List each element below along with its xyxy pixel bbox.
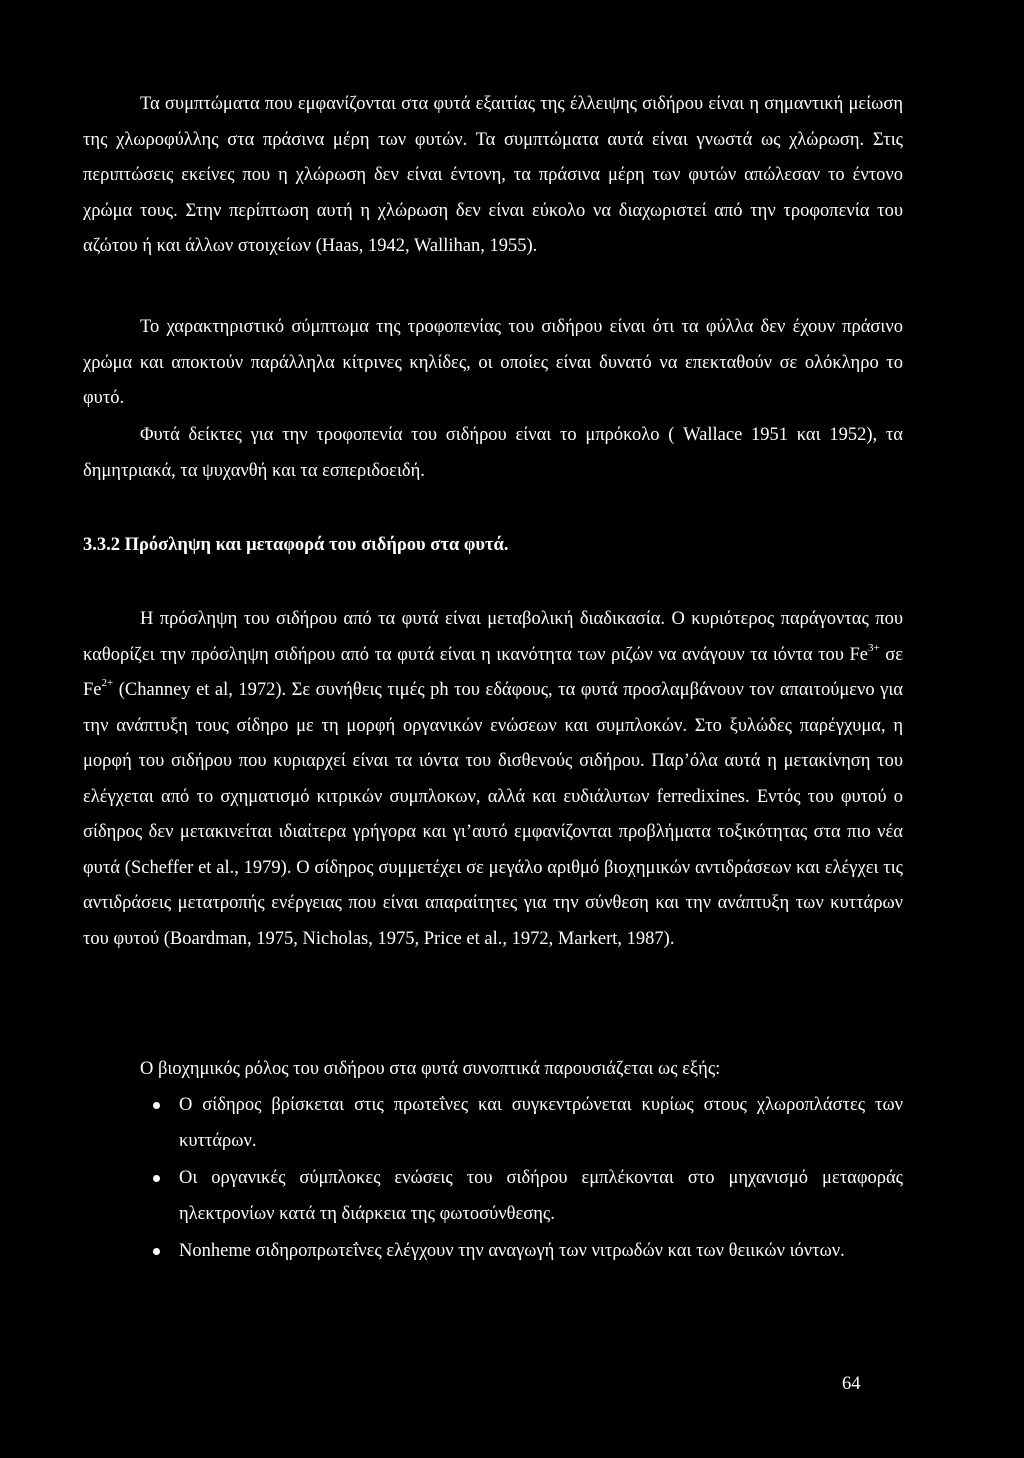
- page-number: 64: [842, 1374, 861, 1394]
- paragraph-iron-uptake-part-a: Η πρόσληψη του σιδήρου από τα φυτά είναι μεταβολική διαδικασία. Ο κυριότερος παράγοντας που καθορίζει την πρόσληψη σιδήρου από τα φυτά είναι η ικανότητα των ριζών να ανάγουν τα ιόντα του Fe: [83, 609, 903, 665]
- bullet-icon: [153, 1248, 160, 1255]
- bullet-icon: [153, 1175, 160, 1182]
- paragraph-iron-uptake: [83, 602, 903, 957]
- list-item: [153, 1161, 903, 1232]
- paragraph-iron-uptake-part-b: σε Fe: [83, 644, 903, 700]
- paragraph-indicator-plants: Φυτά δείκτες για την τροφοπενία του σιδήρου είναι το μπρόκολο ( Wallace 1951 και 1952), τα δημητριακά, τα ψυχανθή και τα εσπεριδοειδή.: [83, 425, 903, 481]
- list-item-text: Οι οργανικές σύμπλοκες ενώσεις του σιδήρου εμπλέκονται στο μηχανισμό μεταφοράς ηλεκτρονίων κατά τη διάρκεια της φωτοσύνθεσης.: [179, 1168, 903, 1224]
- list-item: [153, 1088, 903, 1159]
- paragraph-biochemical-role-intro: Ο βιοχημικός ρόλος του σιδήρου στα φυτά συνοπτικά παρουσιάζεται ως εξής:: [140, 1059, 721, 1079]
- section-heading: 3.3.2 Πρόσληψη και μεταφορά του σιδήρου στα φυτά.: [83, 535, 509, 555]
- bullet-icon: [153, 1102, 160, 1109]
- list-item-text: Nonheme σιδηροπρωτεΐνες ελέγχουν την αναγωγή των νιτρωδών και των θειικών ιόντων.: [179, 1241, 845, 1261]
- superscript-fe2: 2+: [101, 677, 114, 689]
- list-item-text: Ο σίδηρος βρίσκεται στις πρωτεΐνες και συγκεντρώνεται κυρίως στους χλωροπλάστες των κυττάρων.: [179, 1095, 903, 1151]
- paragraph-characteristic-symptom: Το χαρακτηριστικό σύμπτωμα της τροφοπενίας του σιδήρου είναι ότι τα φύλλα δεν έχουν πράσινο χρώμα και αποκτούν παράλληλα κίτρινες κηλίδες, οι οποίες είναι δυνατό να επεκταθούν σε ολόκληρο το φυτό.: [83, 317, 903, 408]
- biochemical-role-list: [153, 1088, 903, 1272]
- paragraph-iron-uptake-part-c: (Channey et al, 1972). Σε συνήθεις τιμές ph του εδάφους, τα φυτά προσλαμβάνουν τον απαιτούμενο για την ανάπτυξη τους σίδηρο με τη μορφή οργανικών ενώσεων και συμπλοκών. Στο ξυλώδες παρέγχυμα, η μορφή του σιδήρου που κυριαρχεί είναι τα ιόντα του δισθενούς σιδήρου. Παρ’όλα αυτά η μετακίνηση του ελέγχεται από το σχηματισμό κιτρικών συμπλοκων, αλλά και ευδιάλυτων ferredixines. Εντός του φυτού ο σίδηρος δεν μετακινείται ιδιαίτερα γρήγορα και γι’αυτό εμφανίζονται προβλήματα τοξικότητας στα πιο νέα φυτά (Scheffer et al., 1979). Ο σίδηρος συμμετέχει σε μεγάλο αριθμό βιοχημικών αντιδράσεων και ελέγχει τις αντιδράσεις μετατροπής ενέργειας που είναι απαραίτητες για την σύνθεση και την ανάπτυξη των κυττάρων του φυτού (Boardman, 1975, Nicholas, 1975, Price et al., 1972, Markert, 1987).: [83, 680, 903, 949]
- superscript-fe3: 3+: [867, 641, 880, 654]
- list-item: [153, 1234, 903, 1270]
- paragraph-chlorosis-symptoms: Τα συμπτώματα που εμφανίζονται στα φυτά εξαιτίας της έλλειψης σιδήρου είναι η σημαντική μείωση της χλωροφύλλης στα πράσινα μέρη των φυτών. Τα συμπτώματα αυτά είναι γνωστά ως χλώρωση. Στις περιπτώσεις εκείνες που η χλώρωση δεν είναι έντονη, τα πράσινα μέρη των φυτών απώλεσαν το έντονο χρώμα τους. Στην περίπτωση αυτή η χλώρωση δεν είναι εύκολο να διαχωριστεί από την τροφοπενία του αζώτου ή και άλλων στοιχείων (Haas, 1942, Wallihan, 1955).: [83, 94, 903, 256]
